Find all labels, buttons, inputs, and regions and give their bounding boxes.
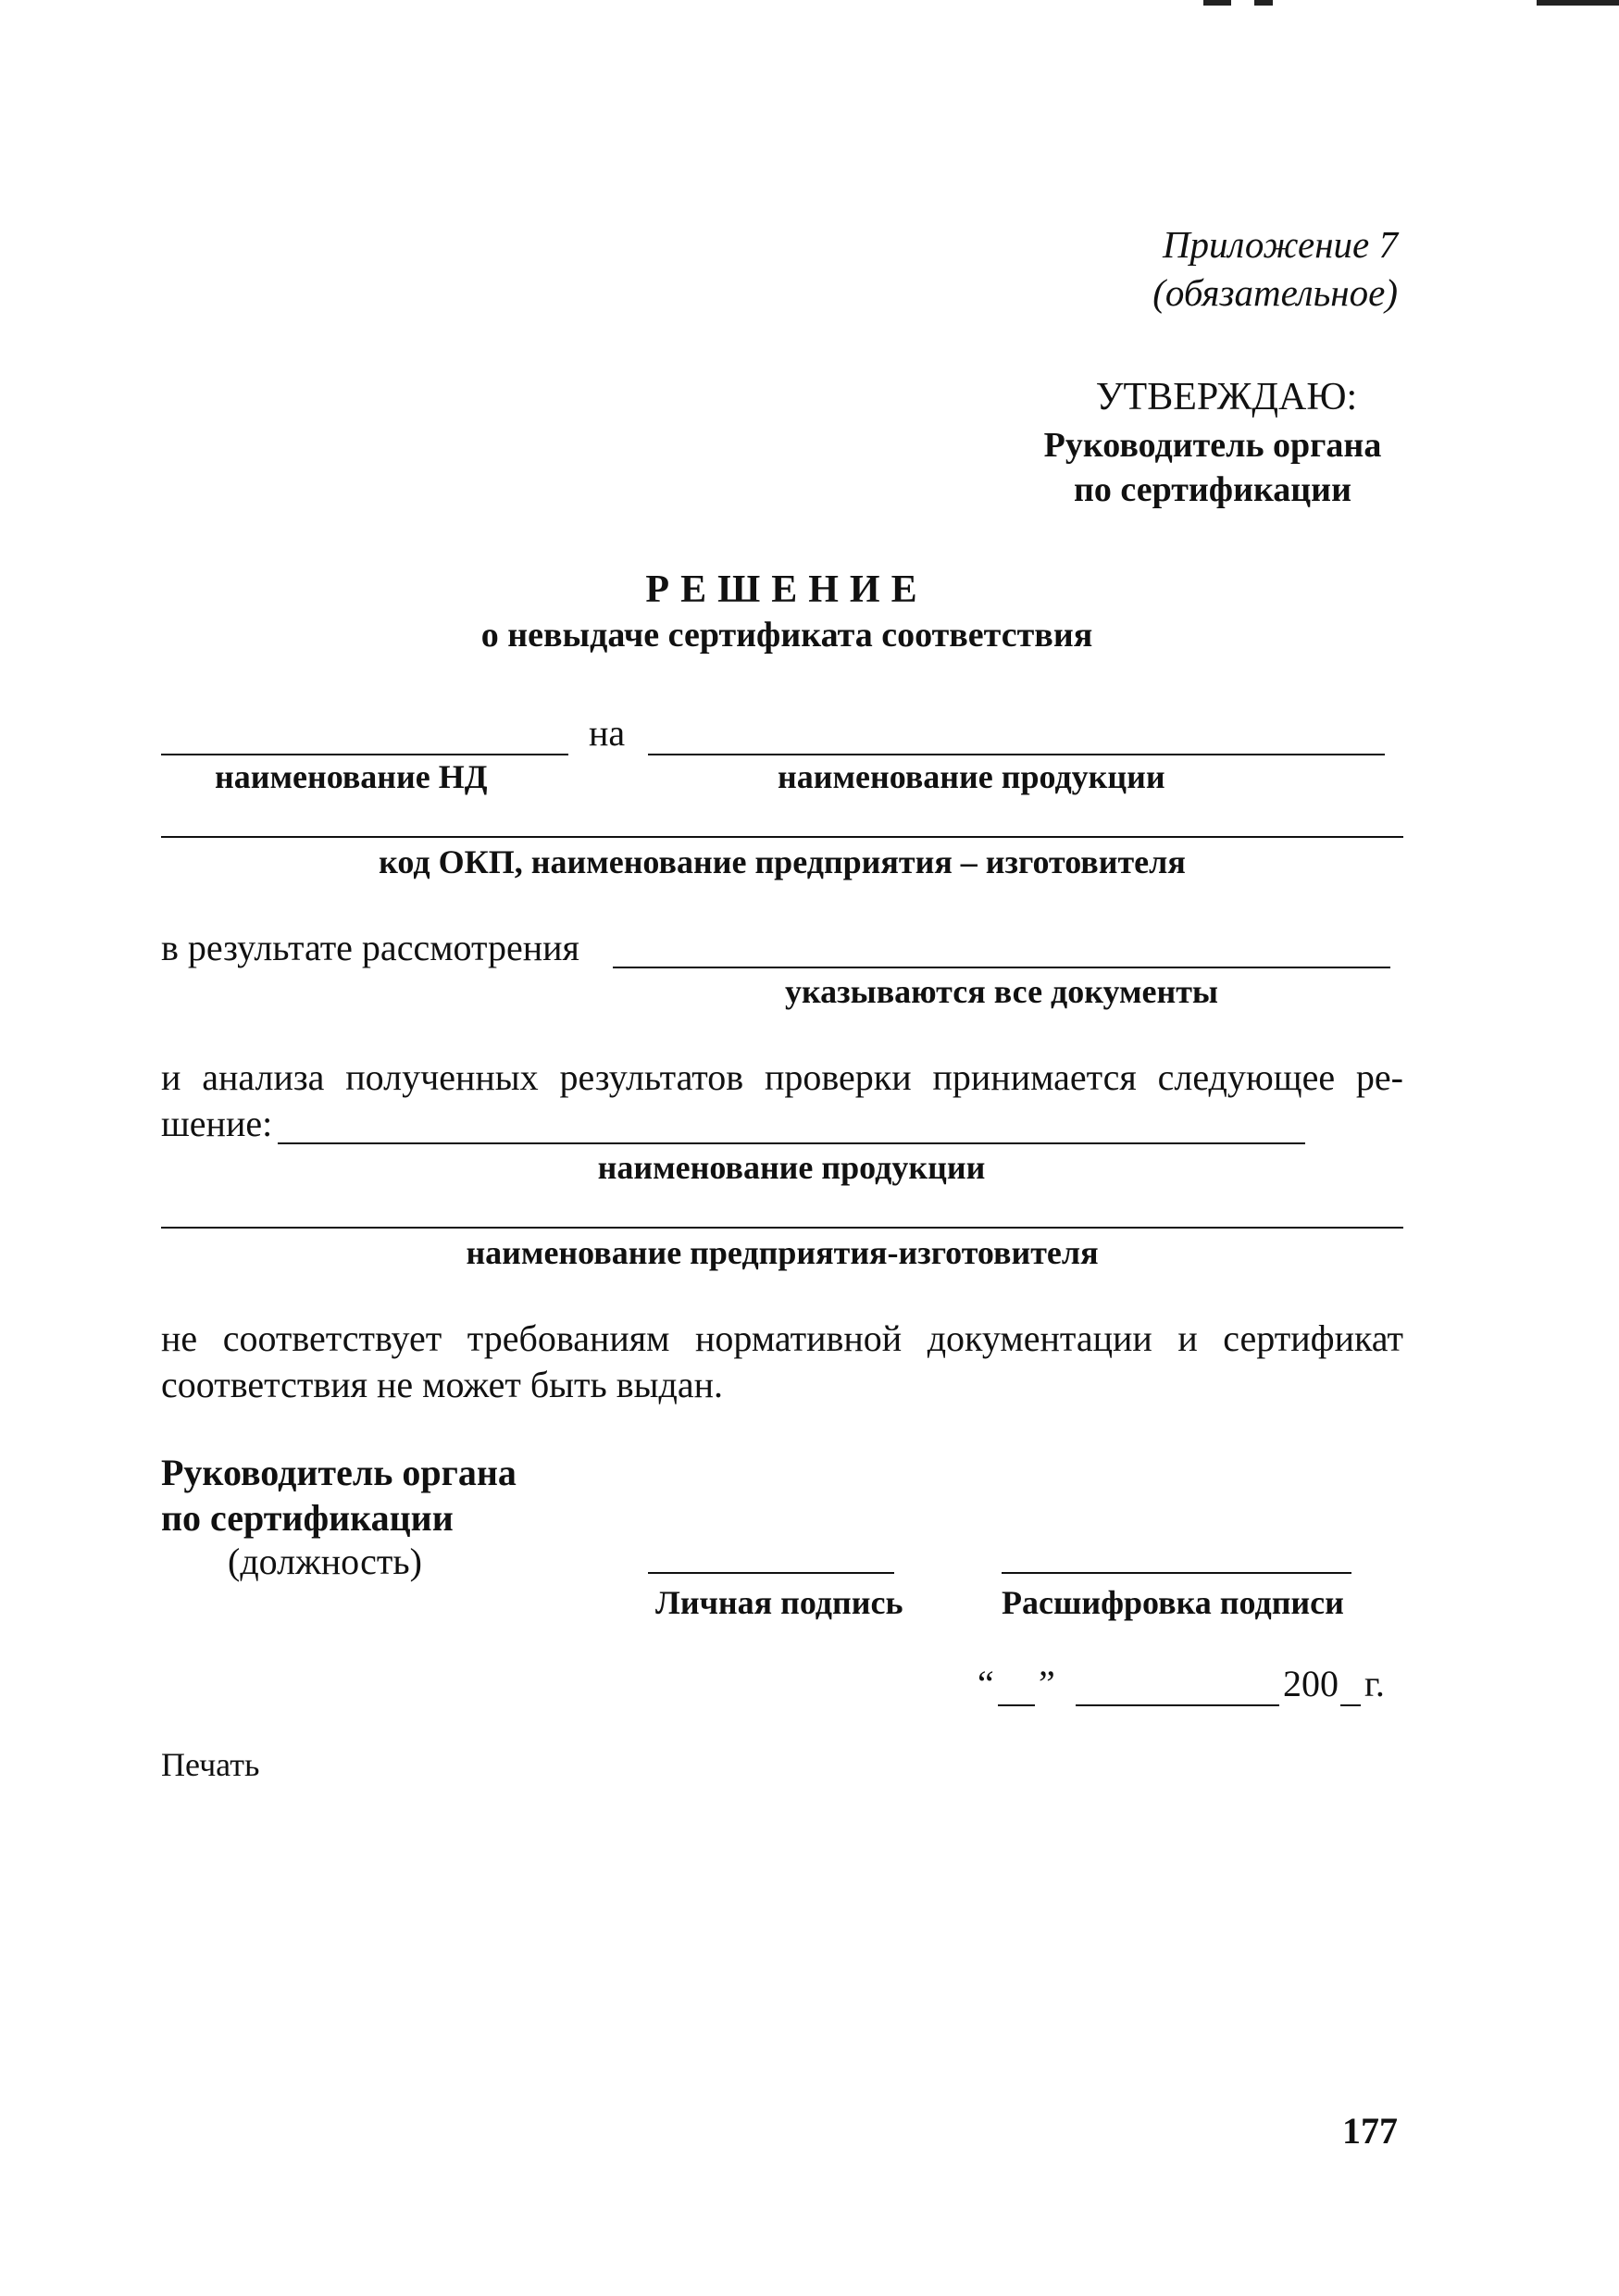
document-title: РЕШЕНИЕ [645,568,928,611]
date-year-line [1340,1704,1361,1706]
documents-caption: указываются все документы [784,973,1219,1010]
signatory-position: (должность) [228,1541,422,1582]
decision-product-line [278,1142,1305,1144]
product-name-line [648,754,1385,755]
date-month-line [1076,1704,1279,1706]
review-label: в результате рассмотрения [161,927,579,968]
document-subtitle: о невыдаче сертификата соответствия [480,616,1093,655]
date-year-suffix: г. [1364,1663,1385,1704]
scan-artifact [1254,0,1273,6]
row1-connector: на [589,712,626,754]
signatory-role-line2: по сертификации [161,1497,454,1539]
decision-product-caption: наименование продукции [597,1149,986,1186]
decision-text-line1: и анализа полученных результатов проверки принимается следующее ре- [161,1056,1403,1098]
okp-line [161,836,1403,838]
approval-line1: Руководитель органа [1043,426,1382,465]
signature-decode-line [1002,1572,1351,1574]
conclusion-line1: не соответствует требованиям нормативной документации и сертификат [161,1317,1403,1359]
approval-block [1009,375,1416,510]
date-year: 200 [1283,1663,1339,1704]
scan-artifact [1203,0,1231,6]
decision-text-line2: шение: [161,1103,273,1144]
manufacturer-line [161,1227,1403,1229]
date-block [978,1662,1403,1717]
approval-line2: по сертификации [1074,470,1351,509]
stamp-label: Печать [161,1746,260,1783]
appendix-number: Приложение 7 [1162,223,1398,266]
okp-caption: код ОКП, наименование предприятия – изготовителя [379,843,1186,880]
date-day-line [998,1704,1035,1706]
nd-name-line [161,754,568,755]
appendix-type: (обязательное) [1152,271,1398,314]
page-number: 177 [1342,2110,1398,2152]
product-name-caption: наименование продукции [778,758,1165,795]
nd-name-caption: наименование НД [215,758,488,795]
date-close-quote: ” [1039,1663,1055,1704]
personal-signature-caption: Личная подпись [655,1584,903,1621]
documents-line [613,967,1390,968]
signature-decode-caption: Расшифровка подписи [1002,1584,1344,1621]
manufacturer-caption: наименование предприятия-изготовителя [466,1234,1099,1271]
date-open-quote: “ [978,1663,994,1704]
signatory-role-line1: Руководитель органа [161,1452,517,1493]
approval-title: УТВЕРЖДАЮ: [1095,376,1358,418]
scan-artifact [1537,0,1619,6]
personal-signature-line [648,1572,894,1574]
conclusion-line2: соответствия не может быть выдан. [161,1364,724,1405]
